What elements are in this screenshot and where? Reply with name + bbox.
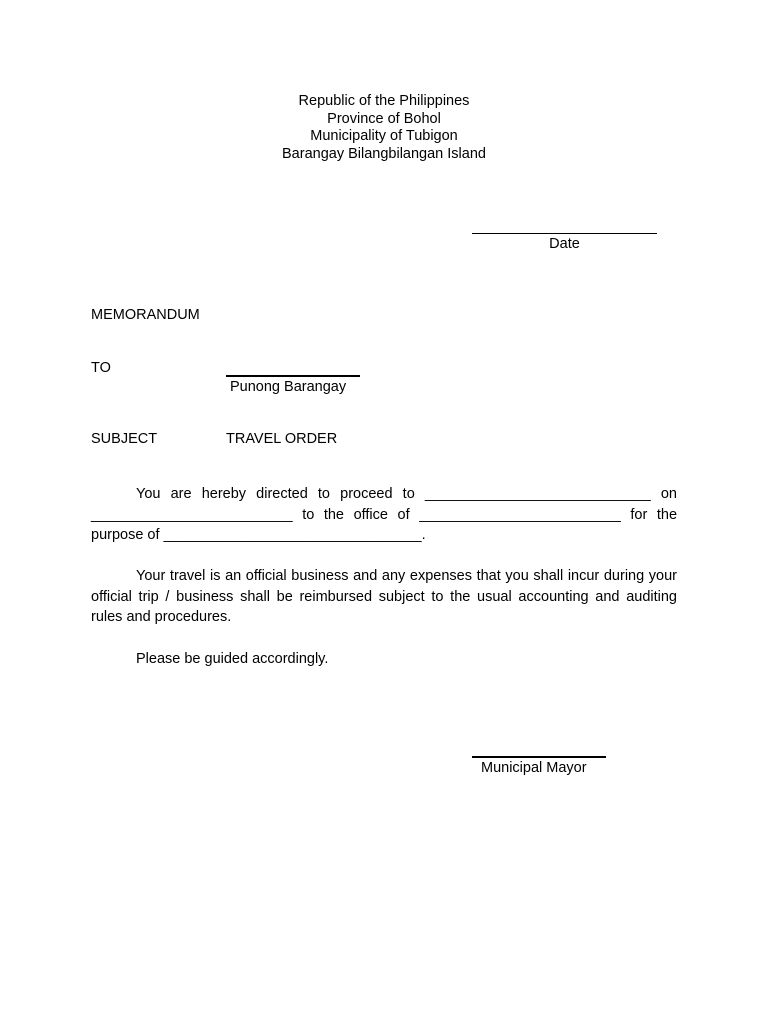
- closing-paragraph: Please be guided accordingly.: [136, 651, 329, 667]
- expense-paragraph: Your travel is an official business and any expenses that you shall incur during your official trip / business shall be reimbursed subject to the usual accounting and auditing rules and procedures.: [91, 568, 677, 626]
- letterhead: [0, 93, 768, 163]
- letterhead-province: Province of Bohol: [327, 110, 441, 127]
- date-label: Date: [549, 236, 580, 252]
- mayor-signature-line: [472, 756, 606, 758]
- letterhead-country: Republic of the Philippines: [298, 93, 470, 109]
- date-signature-line: [472, 233, 657, 234]
- signatory-title: Municipal Mayor: [481, 760, 587, 776]
- recipient-signature-line: [226, 375, 360, 377]
- memo-title: MEMORANDUM: [91, 307, 200, 323]
- purpose-blank: ________________________________: [163, 527, 422, 544]
- subject-label: SUBJECT: [91, 431, 158, 447]
- letterhead-barangay: Barangay Bilangbilangan Island: [282, 145, 486, 162]
- directive-paragraph: You are hereby directed to proceed to ____________________________ on _________________________ to the office of _________________________ for the purpose of ________________________________.: [91, 486, 678, 544]
- to-label: TO: [91, 360, 111, 376]
- letterhead-municipality: Municipality of Tubigon: [310, 128, 458, 144]
- date-blank: _________________________: [91, 506, 293, 523]
- subject-value: TRAVEL ORDER: [226, 431, 338, 447]
- destination-blank: ____________________________: [424, 486, 651, 502]
- office-blank: _________________________: [419, 506, 621, 523]
- recipient-title: Punong Barangay: [230, 379, 347, 395]
